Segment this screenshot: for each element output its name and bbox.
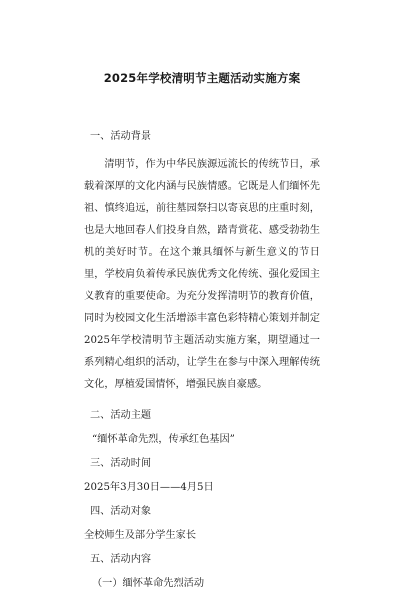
content-subheading: （一）缅怀革命先烈活动 <box>92 578 205 589</box>
document-body <box>84 128 320 596</box>
document-title: 2025年学校清明节主题活动实施方案 <box>103 71 301 85</box>
section-heading-audience: 四、活动对象 <box>90 506 152 517</box>
section-heading-background: 一、活动背景 <box>90 131 152 142</box>
background-paragraph: 清明节，作为中华民族源远流长的传统节日，承载着深厚的文化内涵与民族情感。它既是人们缅怀先祖、慎终追远，前往墓园祭扫以寄哀思的庄重时刻，也是大地回春人们投身自然，踏青赏花、感受勃勃生机的美好时节。在这个兼具缅怀与新生意义的节日里，学校肩负着传承民族优秀文化传统、强化爱国主义教育的重要使命。为充分发挥清明节的教育价值，同时为校园文化生活增添丰富色彩特精心策划并制定2025年学校清明节主题活动实施方案，期望通过一系列精心组织的活动，让学生在参与中深入理解传统文化，厚植爱国情怀，增强民族自豪感。 <box>84 159 320 390</box>
audience-text: 全校师生及部分学生家长 <box>84 530 197 541</box>
time-text: 2025年3月30日——4月5日 <box>84 482 214 493</box>
section-heading-content: 五、活动内容 <box>90 554 152 565</box>
theme-text: “缅怀革命先烈，传承红色基因” <box>92 434 235 445</box>
section-heading-theme: 二、活动主题 <box>90 410 152 421</box>
section-heading-time: 三、活动时间 <box>90 458 152 469</box>
